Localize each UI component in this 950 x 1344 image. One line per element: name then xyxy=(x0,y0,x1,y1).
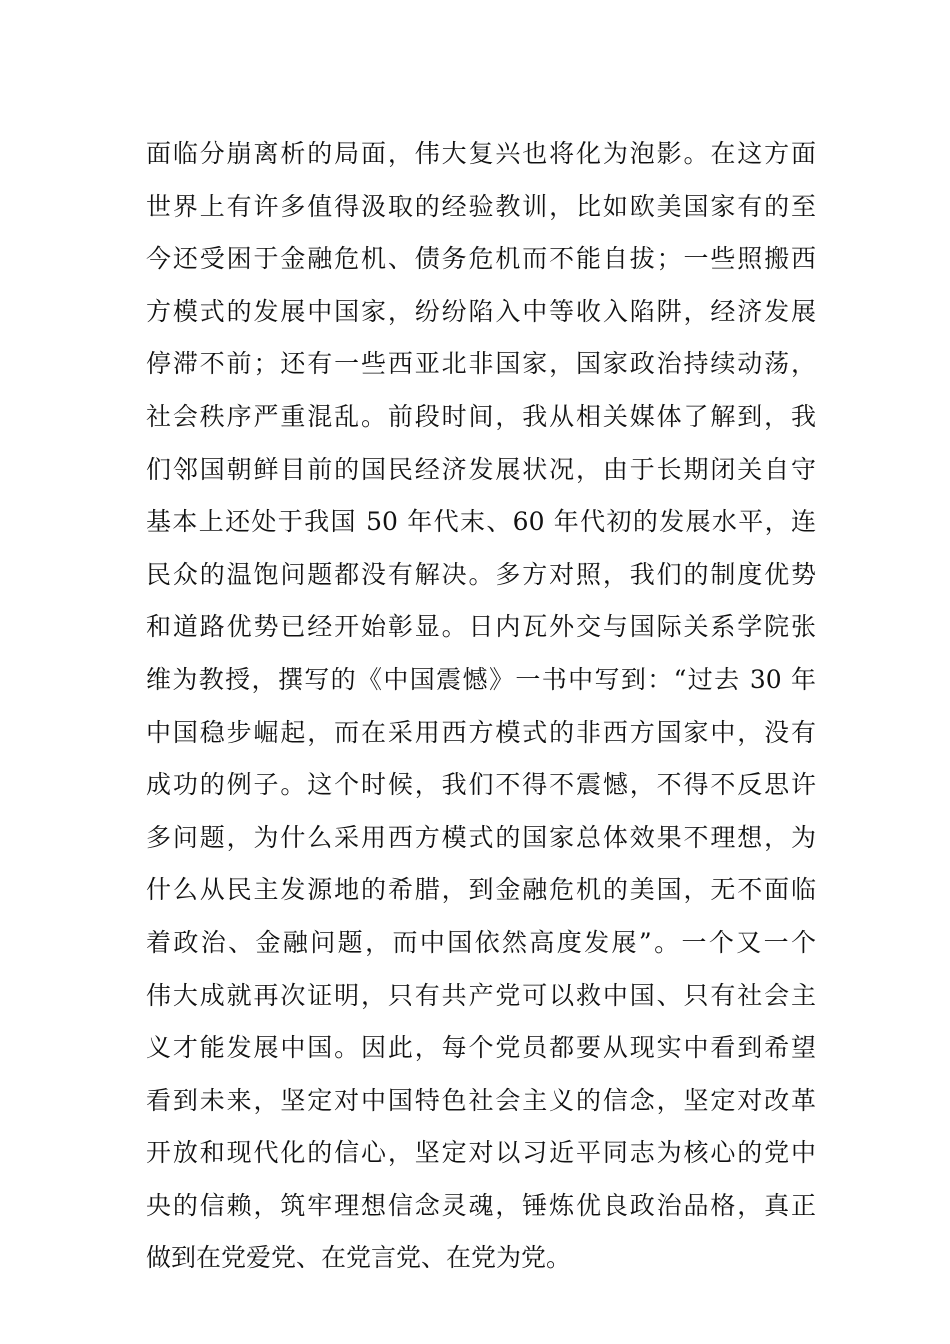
text-line: 基本上还处于我国 50 年代末、60 年代初的发展水平，连 xyxy=(146,507,816,537)
text-line: 停滞不前；还有一些西亚北非国家，国家政治持续动荡， xyxy=(146,349,816,379)
text-line: 民众的温饱问题都没有解决。多方对照，我们的制度优势 xyxy=(146,559,816,589)
text-line: 方模式的发展中国家，纷纷陷入中等收入陷阱，经济发展 xyxy=(146,296,816,326)
text-line: 面临分崩离析的局面，伟大复兴也将化为泡影。在这方面 xyxy=(146,139,816,168)
text-line: 中国稳步崛起，而在采用西方模式的非西方国家中，没有 xyxy=(146,717,816,747)
text-line: 央的信赖，筑牢理想信念灵魂，锤炼优良政治品格，真正 xyxy=(146,1190,816,1220)
text-line: 世界上有许多值得汲取的经验教训，比如欧美国家有的至 xyxy=(146,191,816,221)
text-line: 和道路优势已经开始彰显。日内瓦外交与国际关系学院张 xyxy=(146,612,816,642)
text-line: 什么从民主发源地的希腊，到金融危机的美国，无不面临 xyxy=(146,875,816,905)
body-paragraph xyxy=(146,128,816,1285)
text-line: 今还受困于金融危机、债务危机而不能自拔；一些照搬西 xyxy=(146,244,816,274)
text-line: 多问题，为什么采用西方模式的国家总体效果不理想，为 xyxy=(146,822,816,852)
text-line: 们邻国朝鲜目前的国民经济发展状况，由于长期闭关自守 xyxy=(146,454,816,484)
text-line: 成功的例子。这个时候，我们不得不震憾，不得不反思许 xyxy=(146,770,816,800)
text-line-last: 做到在党爱党、在党言党、在党为党。 xyxy=(146,1243,572,1273)
text-line: 伟大成就再次证明，只有共产党可以救中国、只有社会主 xyxy=(146,980,816,1010)
text-line: 看到未来，坚定对中国特色社会主义的信念，坚定对改革 xyxy=(146,1085,816,1115)
text-line: 着政治、金融问题，而中国依然高度发展”。一个又一个 xyxy=(146,927,816,957)
text-line: 维为教授，撰写的《中国震憾》一书中写到：“过去 30 年 xyxy=(146,664,816,694)
text-line: 义才能发展中国。因此，每个党员都要从现实中看到希望 xyxy=(146,1033,816,1063)
text-line: 社会秩序严重混乱。前段时间，我从相关媒体了解到，我 xyxy=(146,401,816,431)
text-line: 开放和现代化的信心，坚定对以习近平同志为核心的党中 xyxy=(146,1138,816,1168)
